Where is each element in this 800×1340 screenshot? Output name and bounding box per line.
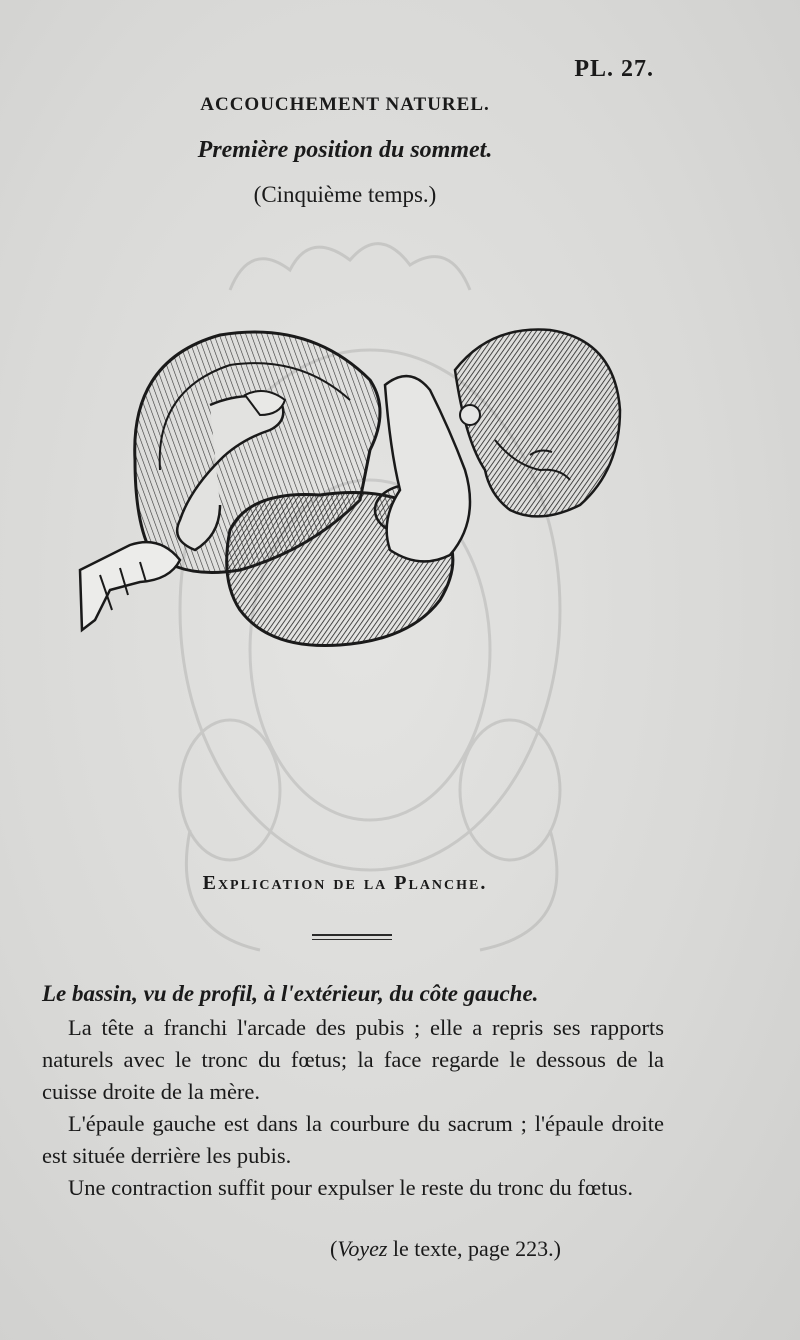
- ornamental-rule: [312, 934, 392, 940]
- fetus-head: [455, 330, 620, 517]
- reference-open: (: [330, 1236, 338, 1261]
- obstetric-engraving-illustration: [70, 320, 630, 660]
- explanation-body: [42, 978, 664, 1204]
- explanation-paragraph-2: L'épaule gauche est dans la courbure du sacrum ; l'épaule droite est située derrière les pubis.: [42, 1111, 664, 1168]
- ilium: [385, 376, 470, 561]
- stage-label: (Cinquième temps.): [253, 182, 437, 207]
- reference-voyez: Voyez: [337, 1236, 388, 1261]
- page-subtitle: Première position du sommet.: [197, 137, 493, 163]
- page-reference: [0, 1236, 800, 1262]
- sacrum: [80, 542, 180, 630]
- page-title: ACCOUCHEMENT NATUREL.: [200, 94, 490, 115]
- explanation-heading: Explication de la Planche.: [202, 872, 488, 894]
- explanation-lead: Le bassin, vu de profil, à l'extérieur, du côte gauche.: [42, 981, 539, 1006]
- reference-text: le texte, page 223.): [387, 1236, 561, 1261]
- explanation-paragraph-3: Une contraction suffit pour expulser le reste du tronc du fœtus.: [68, 1175, 634, 1200]
- plate-number: PL. 27.: [574, 56, 654, 82]
- explanation-paragraph-1: La tête a franchi l'arcade des pubis ; elle a repris ses rapports naturels avec le tronc du fœtus; la face regarde le dessous de la cuisse droite de la mère.: [42, 1015, 664, 1104]
